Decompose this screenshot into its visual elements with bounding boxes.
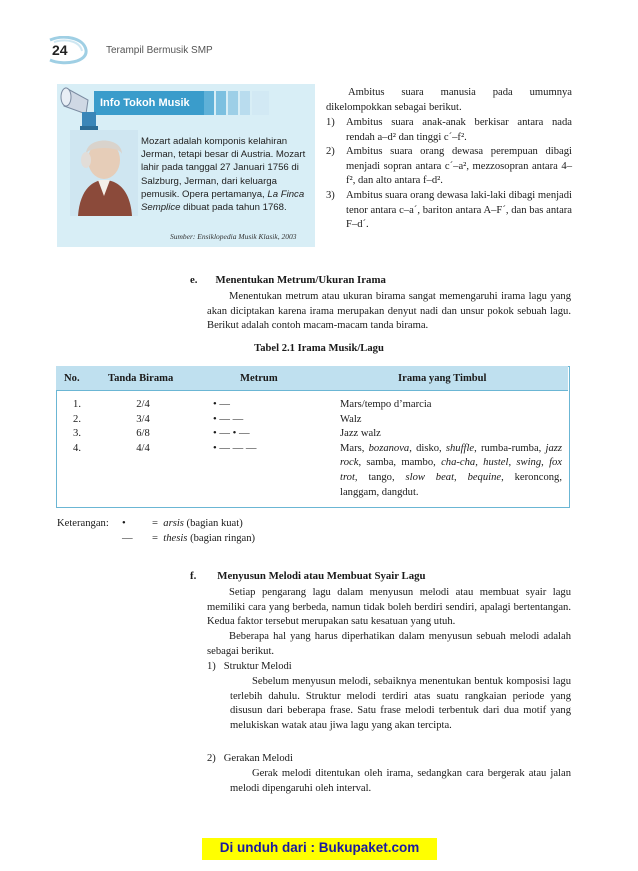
section-e-title: Menentukan Metrum/Ukuran Irama	[215, 274, 386, 286]
thesis-symbol: —	[122, 532, 133, 544]
text-segment: ,	[475, 457, 484, 469]
section-f-heading	[190, 570, 426, 582]
gerakan-melodi-paragraph: Gerak melodi ditentukan oleh irama, sedangkan cara bergerak atau jalan melodi dipengaruhi oleh interval.	[230, 768, 571, 794]
info-text-part1: Mozart adalah komponis kelahiran Jerman, tetapi besar di Austria. Mozart lahir pada tanggal 27 Januari 1756 di Salzburg, Jerman, dari keluarga pemusik. Opera pertamanya,	[141, 136, 306, 200]
text-segment: ,	[508, 457, 517, 469]
gramophone-icon	[58, 84, 102, 134]
music-genre: jazz rock	[340, 442, 562, 469]
info-banner-title: Info Tokoh Musik	[100, 97, 190, 109]
text-segment: , rumba-rumba,	[474, 442, 546, 454]
table-cell: 3/4	[136, 413, 150, 425]
table-cell: 6/8	[136, 428, 150, 440]
text-segment: , keroncong, langgam, dangdut.	[340, 471, 562, 498]
table-cell: • — • —	[213, 428, 250, 440]
music-genre: cha-cha	[441, 457, 476, 469]
music-genre: fox trot	[340, 457, 563, 483]
section-e-paragraph: Menentukan metrum atau ukuran birama sangat memengaruhi irama lagu yang akan diciptakan karena irama merupakan denyut nadi dan unsur pokok sebuah lagu. Berikut adalah contoh macam-macam tanda birama.	[207, 291, 571, 332]
table-cell: 2.	[73, 413, 81, 425]
table-cell: 2/4	[136, 399, 150, 410]
section-f-title: Menyusun Melodi atau Membuat Syair Lagu	[217, 570, 426, 582]
section-e-letter: e.	[190, 274, 198, 286]
table-cell: • — —	[213, 413, 244, 425]
struktur-melodi-paragraph: Sebelum menyusun melodi, sebaiknya menentukan bentuk komposisi lagu terlebih dahulu. Struktur melodi terdiri atas suatu rangkaian periode yang disusun dari beberapa frase. Satu frase melodi terbentuk dari dua motif yang melukiskan watak atau jiwa lagu yang akan tercipta.	[230, 676, 571, 731]
table-header-metrum: Metrum	[240, 373, 278, 384]
arsis-symbol: •	[122, 518, 126, 529]
music-genre: slow beat	[405, 471, 455, 483]
table-cell: Walz	[340, 413, 362, 425]
table-cell: 1.	[73, 399, 81, 410]
music-genre: shuffle	[445, 442, 475, 454]
text-segment: ,	[541, 457, 550, 469]
music-genre: hustel	[483, 457, 509, 469]
table-cell: • —	[213, 399, 230, 410]
table-cell: • — — —	[213, 442, 257, 454]
table-cell: 4.	[73, 442, 81, 454]
gerakan-melodi-heading: 2) Gerakan Melodi	[207, 753, 293, 764]
equals-sign: =	[152, 532, 158, 544]
list-item-number: 3)	[326, 189, 335, 201]
music-genre: bequine	[467, 471, 502, 483]
text-segment: , tango,	[354, 471, 406, 483]
arsis-term: arsis	[163, 518, 184, 529]
text-segment: Mars,	[340, 442, 369, 454]
equals-sign: =	[152, 518, 158, 529]
table-column-irama	[340, 398, 562, 500]
keterangan-label: Keterangan:	[57, 518, 109, 529]
table-cell: Mars/tempo d’marcia	[340, 399, 432, 410]
keterangan-symbols	[122, 517, 133, 546]
section-f-paragraph-1: Setiap pengarang lagu dalam menyusun melodi atau membuat syair lagu memiliki cara yang berbeda, namun tidak boleh berdiri sendiri, apalagi bertentangan. Kedua faktor tersebut merupakan satu kesatuan yang utuh.	[207, 587, 571, 628]
list-item-text: Ambitus suara orang dewasa laki-laki dibagi menjadi tenor antara c–a´, bariton antara A–F´, dan bas antara F–d´.	[346, 189, 572, 231]
list-item-text: Ambitus suara anak-anak berkisar antara nada rendah a–d² dan tinggi c´–f².	[346, 117, 572, 143]
list-item	[326, 145, 572, 189]
info-text	[141, 135, 311, 214]
thesis-desc: (bagian ringan)	[190, 532, 256, 544]
book-title: Terampil Bermusik SMP	[106, 45, 213, 56]
mozart-portrait	[70, 130, 138, 216]
section-e-heading	[190, 274, 386, 286]
list-item	[326, 189, 572, 233]
section-f-paragraph-2: Beberapa hal yang harus diperhatikan dalam menyusun sebuah melodi adalah sebagai berikut.	[207, 631, 571, 657]
list-item-number: 1)	[326, 117, 335, 128]
table-column-metrum	[213, 398, 293, 456]
text-segment: , samba, mambo,	[358, 457, 442, 469]
keterangan-row	[152, 532, 255, 547]
keterangan-row	[152, 517, 255, 532]
table-column-no	[64, 398, 90, 456]
footer-link[interactable]: Di unduh dari : Bukupaket.com	[219, 840, 420, 855]
list-item	[326, 116, 572, 145]
text-segment: ,	[454, 471, 468, 483]
table-cell	[340, 442, 562, 500]
struktur-melodi-heading: 1) Struktur Melodi	[207, 661, 292, 672]
table-cell: Jazz walz	[340, 428, 381, 440]
arsis-desc: (bagian kuat)	[186, 518, 243, 529]
info-source: Sumber: Ensiklopedia Musik Klasik, 2003	[170, 232, 297, 241]
info-text-part2: dibuat pada tahun 1768.	[180, 202, 287, 214]
page-number: 24	[52, 42, 68, 58]
thesis-term: thesis	[163, 532, 188, 544]
text-segment: , disko,	[409, 442, 446, 454]
section-f-letter: f.	[190, 570, 197, 582]
ambitus-intro: Ambitus suara manusia pada umumnya dikelompokkan sebagai berikut.	[326, 87, 572, 113]
list-item-text: Ambitus suara orang dewasa perempuan dibagi menjadi sopran antara c´–a², mezzosopran antara 4–f², dan alto antara f–d².	[346, 146, 572, 187]
table-cell: 3.	[73, 428, 81, 440]
table-header-no: No.	[64, 373, 80, 384]
table-title: Tabel 2.1 Irama Musik/Lagu	[254, 343, 384, 354]
table-header-irama: Irama yang Timbul	[398, 373, 487, 384]
table-column-birama	[128, 398, 158, 456]
opera-title: La Finca Semplice	[141, 188, 305, 214]
list-item-number: 2)	[326, 146, 335, 158]
table-cell: 4/4	[136, 442, 150, 454]
music-genre: swing	[516, 457, 542, 469]
table-header-birama: Tanda Birama	[108, 373, 174, 384]
keterangan-definitions	[152, 517, 255, 546]
music-genre: bozanova	[368, 442, 410, 454]
ambitus-list	[326, 116, 572, 233]
